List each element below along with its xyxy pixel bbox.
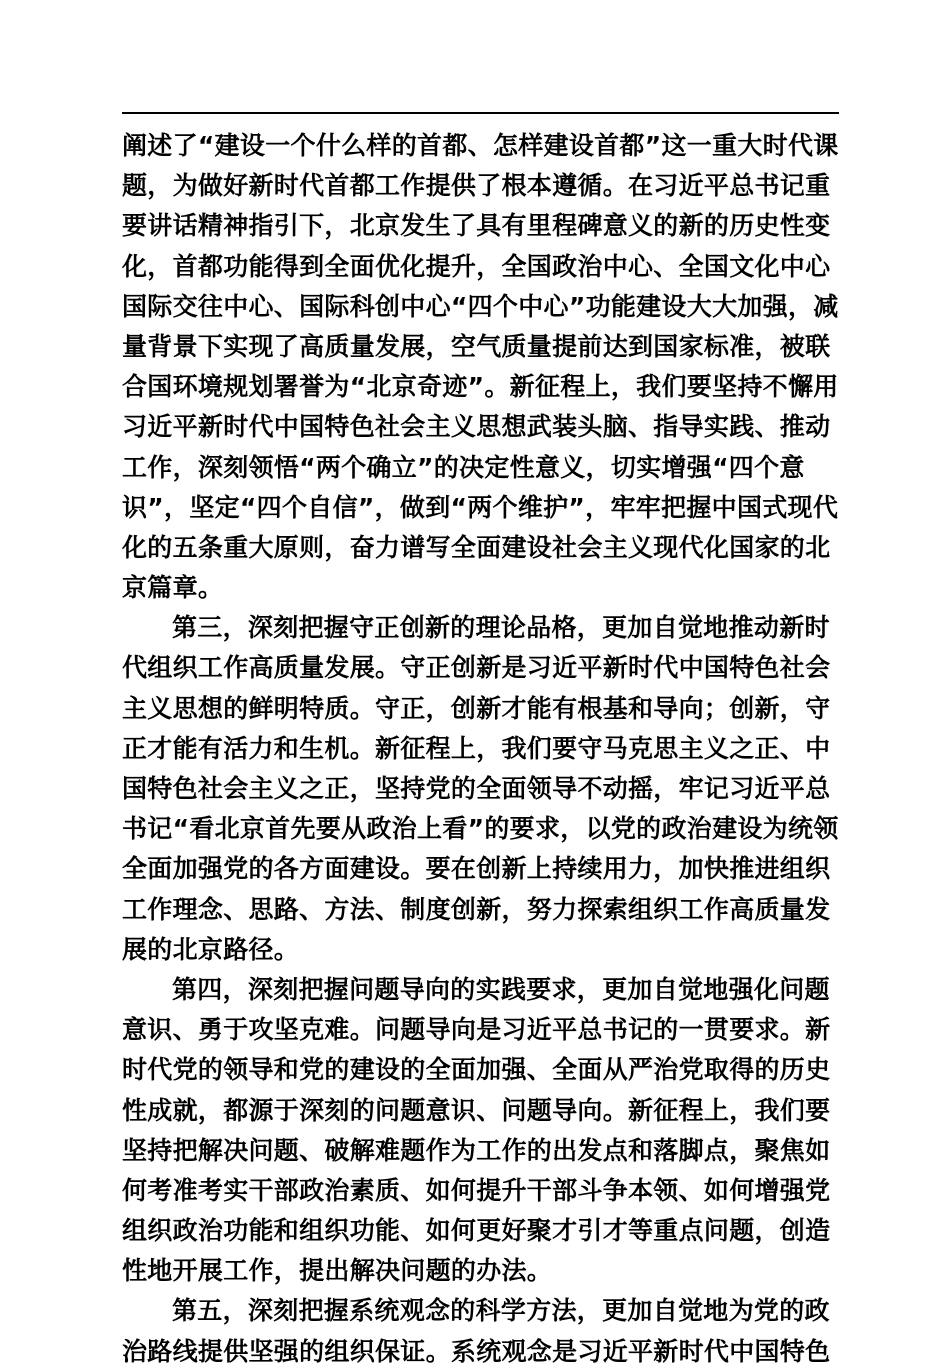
text-line: 代组织工作高质量发展。守正创新是习近平新时代中国特色社会	[122, 653, 831, 683]
text-line: 时代党的领导和党的建设的全面加强、全面从严治党取得的历史	[122, 1055, 831, 1085]
text-line: 京篇章。	[122, 573, 224, 603]
text-line: 工作理念、思路、方法、制度创新，努力探索组织工作高质量发	[122, 894, 831, 924]
text-line: 量背景下实现了高质量发展，空气质量提前达到国家标准，被联	[122, 331, 831, 361]
header-rule	[122, 112, 839, 114]
paragraph-start-line: 第五，深刻把握系统观念的科学方法，更加自觉地为党的政	[172, 1296, 830, 1326]
text-line: 性成就，都源于深刻的问题意识、问题导向。新征程上，我们要	[122, 1095, 831, 1125]
paragraph-start-line: 第三，深刻把握守正创新的理论品格，更加自觉地推动新时	[172, 613, 830, 643]
text-line: 化，首都功能得到全面优化提升，全国政治中心、全国文化中心	[122, 251, 831, 281]
body-text	[122, 126, 839, 1372]
text-line: 组织政治功能和组织功能、如何更好聚才引才等重点问题，创造	[122, 1216, 831, 1246]
text-line: 国特色社会主义之正，坚持党的全面领导不动摇，牢记习近平总	[122, 774, 831, 803]
text-line: 识”，坚定“四个自信”，做到“两个维护”，牢牢把握中国式现代	[122, 492, 839, 522]
text-line: 主义思想的鲜明特质。守正，创新才能有根基和导向；创新，守	[122, 693, 831, 723]
text-line: 正才能有活力和生机。新征程上，我们要守马克思主义之正、中	[122, 733, 831, 763]
text-line: 阐述了“建设一个什么样的首都、怎样建设首都”这一重大时代课	[122, 131, 839, 160]
text-line: 性地开展工作，提出解决问题的办法。	[122, 1256, 553, 1286]
text-line: 工作，深刻领悟“两个确立”的决定性意义，切实增强“四个意	[122, 452, 805, 482]
paragraph-start-line: 第四，深刻把握问题导向的实践要求，更加自觉地强化问题	[172, 974, 830, 1004]
text-line: 何考准考实干部政治素质、如何提升干部斗争本领、如何增强党	[122, 1175, 831, 1205]
text-line: 习近平新时代中国特色社会主义思想武装头脑、指导实践、推动	[122, 412, 831, 442]
text-line: 展的北京路径。	[122, 934, 300, 964]
text-line: 坚持把解决问题、破解难题作为工作的出发点和落脚点，聚焦如	[122, 1135, 831, 1165]
text-line: 全面加强党的各方面建设。要在创新上持续用力，加快推进组织	[122, 854, 831, 884]
text-line: 合国环境规划署誉为“北京奇迹”。新征程上，我们要坚持不懈用	[122, 372, 839, 402]
text-line: 治路线提供坚强的组织保证。系统观念是习近平新时代中国特色	[122, 1336, 831, 1366]
text-line: 题，为做好新时代首都工作提供了根本遵循。在习近平总书记重	[122, 171, 831, 201]
text-line: 国际交往中心、国际科创中心“四个中心”功能建设大大加强，减	[122, 291, 839, 321]
text-line: 意识、勇于攻坚克难。问题导向是习近平总书记的一贯要求。新	[122, 1015, 831, 1045]
text-line: 书记“看北京首先要从政治上看”的要求，以党的政治建设为统领	[122, 814, 839, 844]
text-line: 化的五条重大原则，奋力谱写全面建设社会主义现代化国家的北	[122, 532, 831, 562]
text-line: 要讲话精神指引下，北京发生了具有里程碑意义的新的历史性变	[122, 211, 831, 241]
